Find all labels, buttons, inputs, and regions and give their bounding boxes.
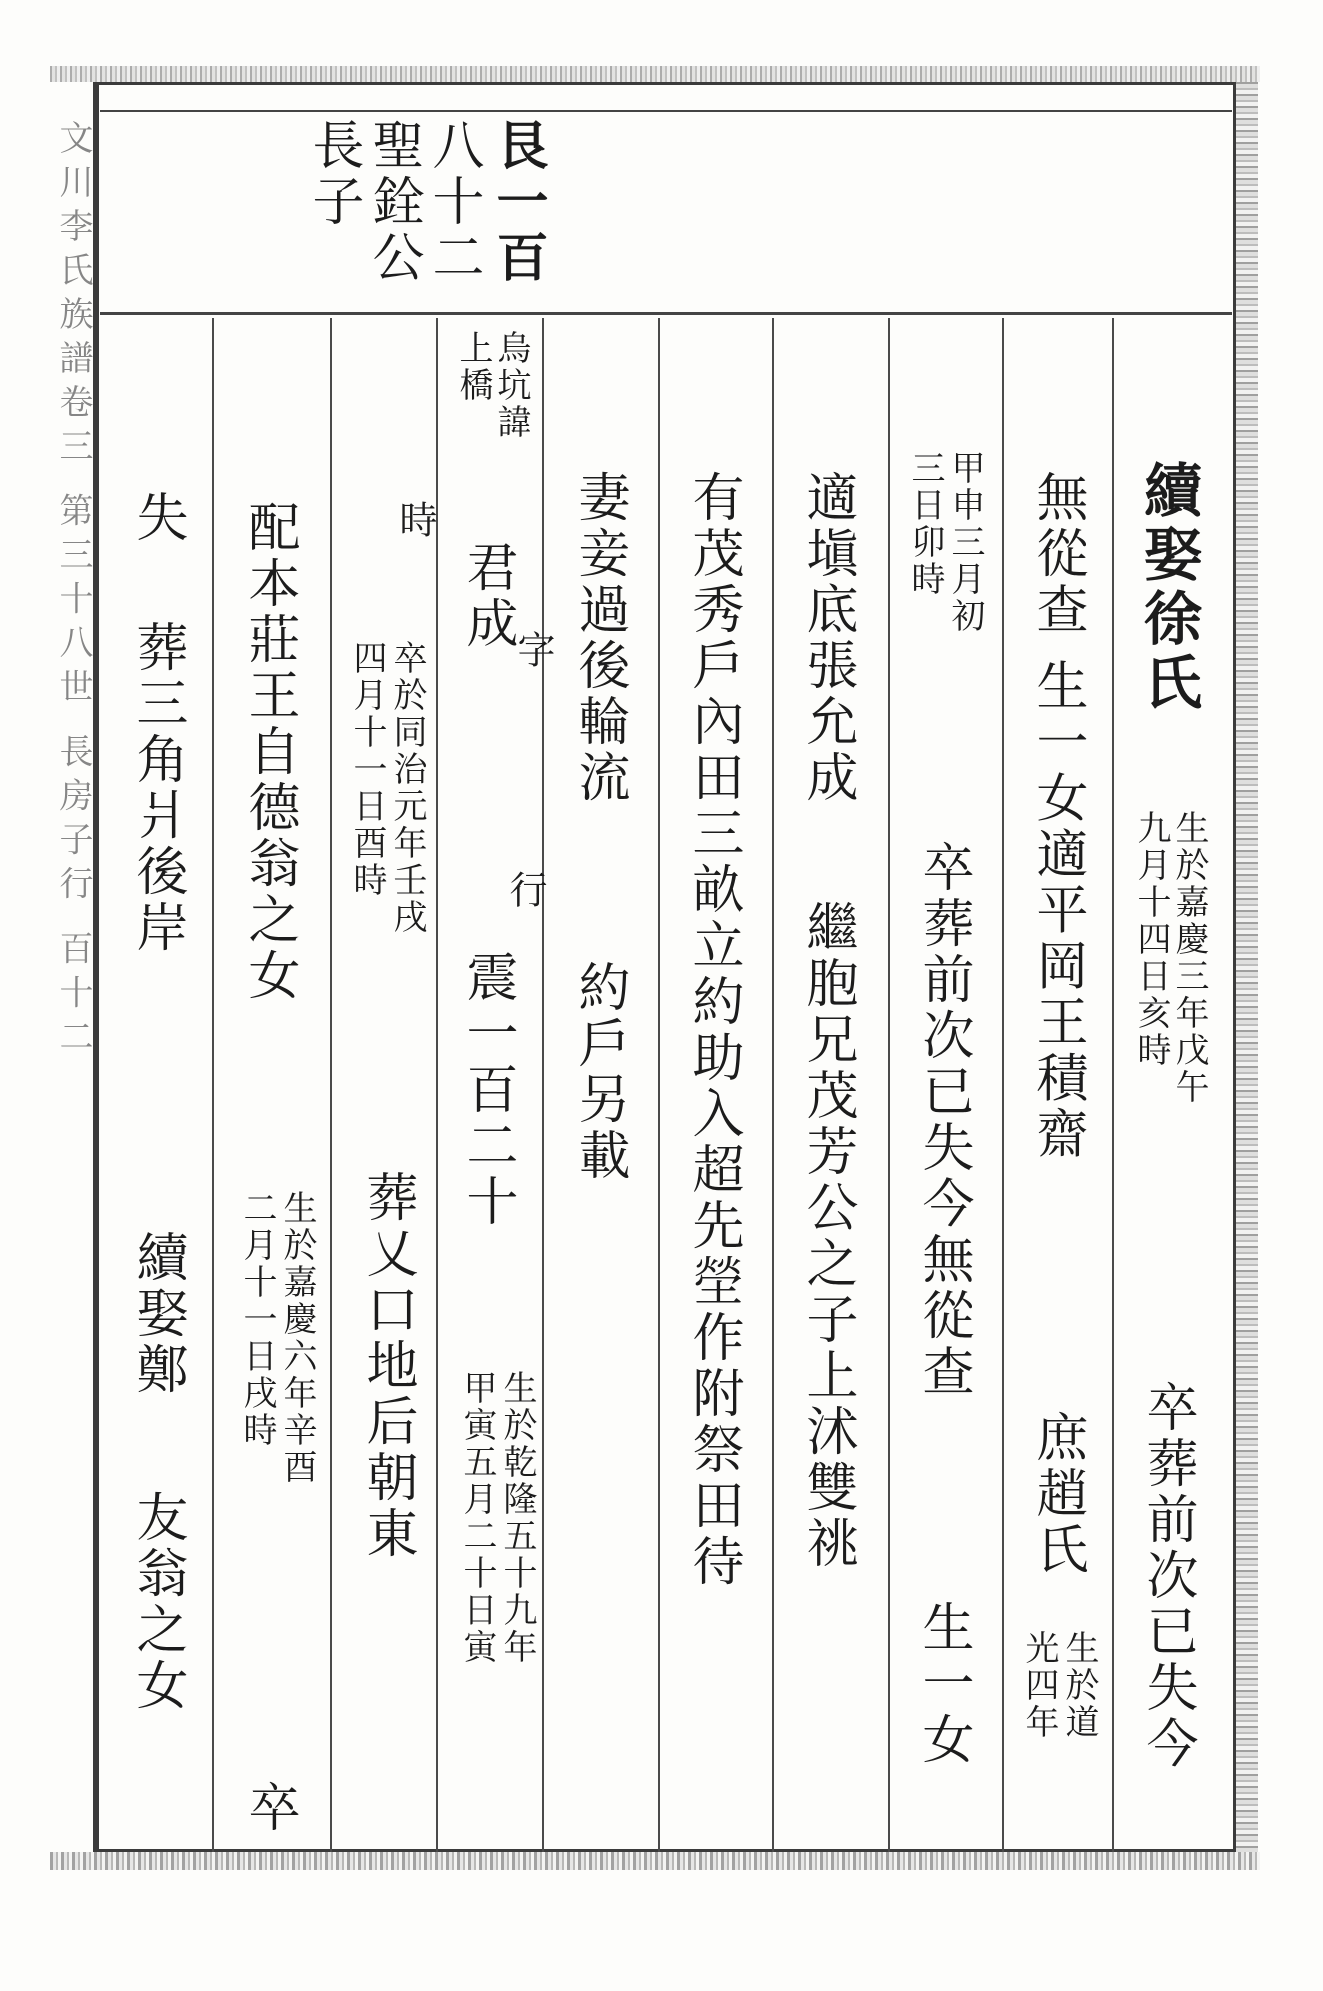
upper-col-2: 八十二 xyxy=(423,118,483,286)
col-g-birth-2: 甲寅五月二十日寅 xyxy=(457,1370,497,1666)
col-j-tail: 友翁之女 xyxy=(127,1490,187,1714)
col-a-title: 續娶徐氏 xyxy=(1134,460,1202,716)
col-f-main: 妻妾過後輪流 xyxy=(569,470,629,806)
column-rule xyxy=(658,318,660,1852)
col-h-note-2: 四月十一日酉時 xyxy=(347,640,387,899)
upper-col-1: 艮一百 xyxy=(487,118,548,286)
col-f-tail: 約戶另載 xyxy=(569,960,629,1184)
column-rule xyxy=(542,318,544,1852)
column-rule xyxy=(888,318,890,1852)
col-g-number: 震一百二十 xyxy=(457,950,517,1230)
top-border-texture xyxy=(50,66,1260,82)
col-d-tail: 繼胞兄茂芳公之子上沭雙祧 xyxy=(797,900,857,1572)
col-b-main: 無從查 生一女適平岡王積齋 xyxy=(1027,470,1087,1163)
col-b-tail: 庶趙氏 xyxy=(1027,1410,1087,1578)
col-i-birth-2: 二月十一日戌時 xyxy=(237,1190,277,1449)
col-d-main: 適塡底張允成 xyxy=(797,470,857,806)
col-c-tail: 生一女 xyxy=(913,1600,973,1768)
col-c-main: 卒葬前次已失今無從查 xyxy=(913,840,973,1400)
upper-col-3: 聖銓公 xyxy=(363,118,423,286)
bottom-border-texture xyxy=(50,1852,1260,1870)
col-e-main: 有茂秀戶內田三畝立約助入超先塋作附祭田待 xyxy=(683,470,743,1590)
upper-col-4: 長子 xyxy=(303,118,363,230)
right-border-texture xyxy=(1236,82,1258,1852)
col-h-burial: 葬乂口地后朝東 xyxy=(357,1170,417,1562)
col-a-birth-note-1: 生於嘉慶三年戊午 xyxy=(1169,810,1209,1106)
column-rule xyxy=(1002,318,1004,1852)
column-rule xyxy=(1112,318,1114,1852)
col-c-note-1: 甲申三月初 xyxy=(945,450,985,635)
col-i-tail: 卒 xyxy=(239,1780,299,1836)
col-b-note-2: 光四年 xyxy=(1019,1630,1059,1741)
col-j-second-wife: 續娶鄭 xyxy=(127,1230,187,1398)
col-a-birth-note-2: 九月十四日亥時 xyxy=(1131,810,1171,1069)
col-b-note-1: 生於道 xyxy=(1059,1630,1099,1741)
col-j-burial: 葬三角爿後岸 xyxy=(127,620,187,956)
col-g-hang: 行 xyxy=(503,870,547,912)
margin-heading: 文川李氏族譜卷三 第三十八世 長房子行 百十二 xyxy=(53,120,93,1063)
col-h-shi: 時 xyxy=(393,500,437,542)
col-g-note-1: 烏坑諱 xyxy=(491,330,531,441)
col-g-zi: 字 xyxy=(511,630,555,672)
col-i-birth-1: 生於嘉慶六年辛酉 xyxy=(277,1190,317,1486)
col-i-main: 配本莊王自德翁之女 xyxy=(239,500,299,1004)
column-rule xyxy=(330,318,332,1852)
column-rule xyxy=(436,318,438,1852)
column-rule xyxy=(212,318,214,1852)
col-c-note-2: 三日卯時 xyxy=(905,450,945,598)
upper-register-box xyxy=(100,110,1232,315)
col-j-head: 失 xyxy=(127,490,187,546)
col-g-name: 君成 xyxy=(457,540,517,652)
col-a-tail: 卒葬前次已失今 xyxy=(1137,1380,1197,1772)
column-rule xyxy=(772,318,774,1852)
col-g-birth-1: 生於乾隆五十九年 xyxy=(497,1370,537,1666)
col-h-note-1: 卒於同治元年壬戌 xyxy=(387,640,427,936)
col-g-note-2: 上橋 xyxy=(453,330,493,404)
